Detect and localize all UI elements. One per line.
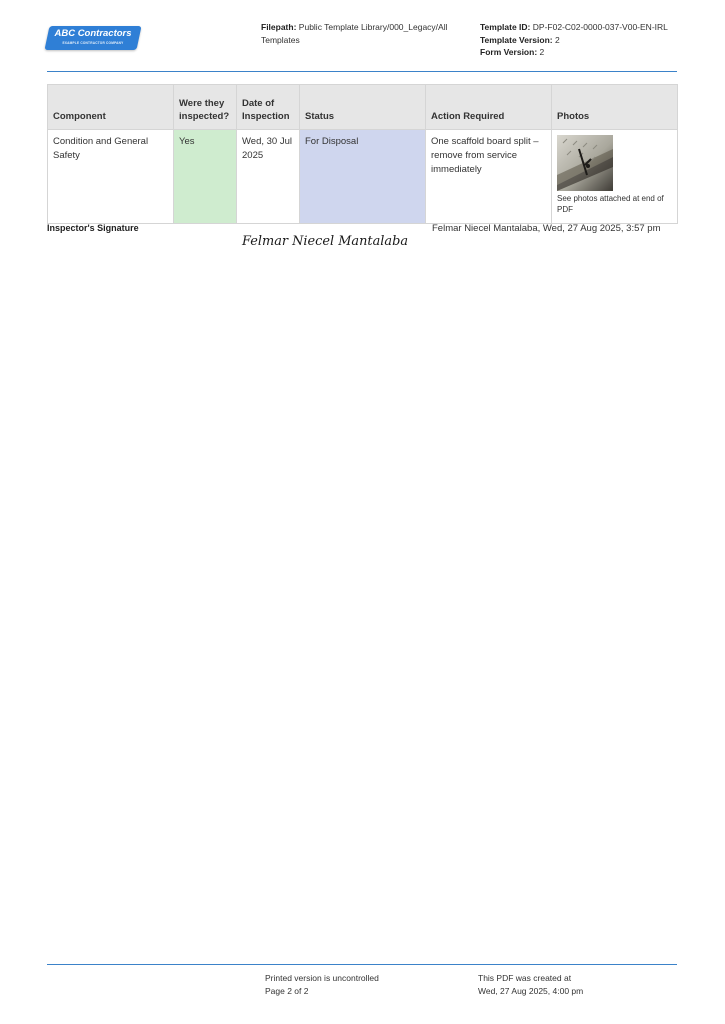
template-version-line <box>480 34 690 47</box>
cell-photos <box>552 130 678 224</box>
scaffold-board-photo[interactable] <box>557 135 613 191</box>
cell-component: Condition and General Safety <box>48 130 174 224</box>
template-id-label: Template ID: <box>480 22 531 32</box>
logo-subtitle: EXAMPLE CONTRACTOR COMPANY <box>62 41 124 45</box>
column-header-action: Action Required <box>426 85 552 130</box>
filepath-label: Filepath: <box>261 22 297 32</box>
inspector-signature <box>240 230 412 252</box>
header-divider <box>47 71 677 72</box>
form-version-line <box>480 46 690 59</box>
created-timestamp: Wed, 27 Aug 2025, 4:00 pm <box>478 985 584 996</box>
company-logo <box>47 26 139 52</box>
inspection-table <box>47 84 678 224</box>
column-header-component: Component <box>48 85 174 130</box>
column-header-photos: Photos <box>552 85 678 130</box>
form-version-value: 2 <box>539 47 545 57</box>
footer-left <box>265 972 379 997</box>
cell-status: For Disposal <box>300 130 426 224</box>
cell-inspected: Yes <box>174 130 237 224</box>
template-id-line <box>480 21 690 34</box>
uncontrolled-note: Printed version is uncontrolled <box>265 973 379 983</box>
column-header-inspected: Were they inspected? <box>174 85 237 130</box>
template-version-label: Template Version: <box>480 34 553 45</box>
table-row <box>48 130 678 224</box>
template-info-block <box>480 21 690 59</box>
signature-label: Inspector's Signature <box>47 223 139 233</box>
column-header-status: Status <box>300 85 426 130</box>
cell-action: One scaffold board split – remove from service immediately <box>426 130 552 224</box>
page-number: Page 2 of 2 <box>265 985 309 996</box>
footer-right <box>478 972 583 997</box>
created-label: This PDF was created at <box>478 973 572 983</box>
template-id-value: DP-F02-C02-0000-037-V00-EN-IRL <box>532 22 668 32</box>
column-header-date: Date of Inspection <box>237 85 300 130</box>
signature-meta: Felmar Niecel Mantalaba, Wed, 27 Aug 2025, 3:57 pm <box>432 223 661 234</box>
filepath-value: Public Template Library/000_Legacy/All Templates <box>261 22 448 45</box>
table-header-row <box>48 85 678 130</box>
footer-divider <box>47 964 677 965</box>
template-version-value: 2 <box>554 34 560 45</box>
form-version-label: Form Version: <box>480 47 538 57</box>
logo-title: ABC Contractors <box>54 28 132 39</box>
cell-date: Wed, 30 Jul 2025 <box>237 130 300 224</box>
svg-text:Felmar Niecel Mantalaba: Felmar Niecel Mantalaba <box>241 234 408 249</box>
filepath-block <box>261 21 461 46</box>
photo-note: See photos attached at end of PDF <box>557 194 664 214</box>
